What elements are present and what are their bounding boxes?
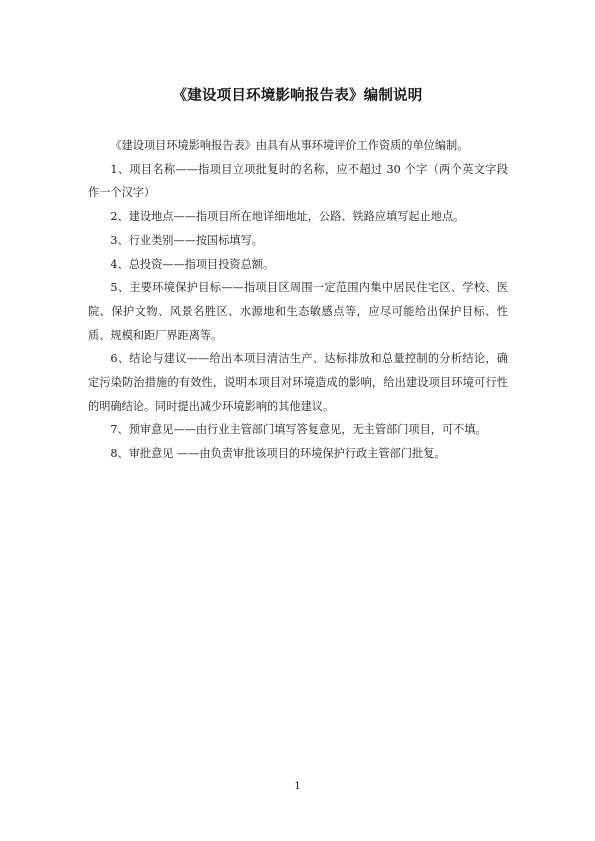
item-project-name: 1、项目名称——指项目立项批复时的名称，应不超过 30 个字（两个英文字段作一个汉字）: [88, 162, 508, 200]
item-total-investment: 4、总投资——指项目投资总额。: [110, 257, 275, 271]
item-construction-site: 2、建设地点——指项目所在地详细地址，公路、铁路应填写起止地点。: [110, 210, 465, 224]
item-industry-category: 3、行业类别——按国标填写。: [110, 233, 263, 247]
item-approval-opinion: 8、审批意见 ——由负责审批该项目的环境保护行政主管部门批复。: [110, 447, 446, 461]
intro-paragraph: 《建设项目环境影响报告表》由具有从事环境评价工作资质的单位编制。: [110, 139, 469, 152]
document-body: [88, 134, 508, 466]
item-conclusion-suggestions: 6、结论与建议——给出本项目清洁生产、达标排放和总量控制的分析结论，确定污染防治措施的有效性，说明本项目对环境造成的影响，给出建设项目环境可行性的明确结论。同时提出减少环境影响的其他建议。: [88, 352, 508, 413]
page-number: 1: [294, 781, 301, 792]
item-protection-targets: 5、主要环境保护目标——指项目区周围一定范围内集中居民住宅区、学校、医院、保护文物、风景名胜区、水源地和生态敏感点等，应尽可能给出保护目标、性质、规模和距厂界距离等。: [88, 281, 508, 342]
document-title: 《建设项目环境影响报告表》编制说明: [172, 88, 423, 104]
item-pre-review-opinion: 7、预审意见——由行业主管部门填写答复意见，无主管部门项目，可不填。: [110, 423, 487, 437]
